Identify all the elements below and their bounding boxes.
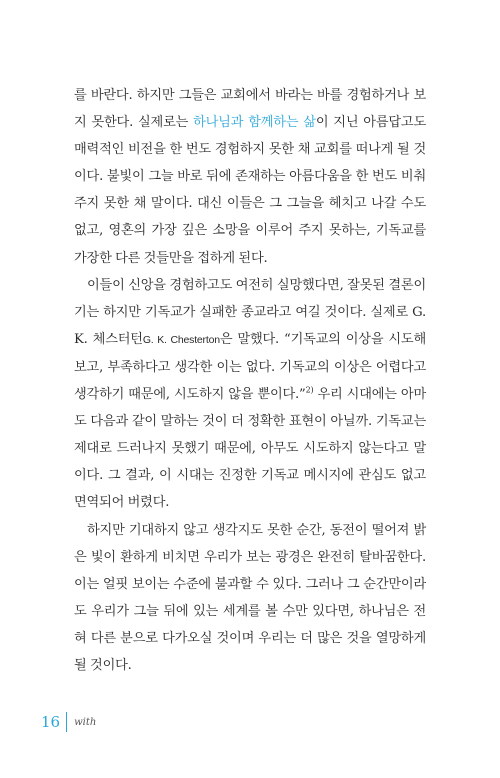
page-footer <box>41 710 96 734</box>
body-paragraph <box>74 82 426 272</box>
book-page-body <box>74 82 426 679</box>
brand-wordmark: with <box>74 716 97 728</box>
footer-divider <box>66 712 67 732</box>
highlighted-phrase: 하나님과 함께하는 삶 <box>193 115 316 131</box>
body-text: 우리 시대에는 아마도 다음과 같이 말하는 것이 더 정확한 표현이 아닐까. 기독교는 제대로 드러나지 못했기 때문에, 아무도 시도하지 않는다고 말이다. 그 결과, 이 시대는 진정한 기독교 메시지에 관심도 없고 면역되어 버렸다. <box>74 387 426 511</box>
body-text: 이들이 신앙을 경험하고도 여전히 실망했다면, 잘못된 결론이기는 하지만 기독교가 실패한 종교라고 여길 것이다. 실제로 G. K. 체스터턴 <box>74 277 426 347</box>
body-paragraph <box>74 517 426 680</box>
body-text: 이 지닌 아름답고도 매력적인 비전을 한 번도 경험하지 못한 채 교회를 떠나게 될 것이다. 불빛이 그늘 바로 뒤에 존재하는 아름다움을 한 번도 비춰 주지 못한 채 말이다. 대신 이들은 그 그늘을 헤치고 나갈 수도 없고, 영혼의 가장 깊은 소망을 이루어 주지 못하는, 기독교를 가장한 다른 것들만을 접하게 된다. <box>74 115 427 266</box>
latin-name: G. K. Chesterton <box>142 333 220 346</box>
body-paragraph <box>74 272 426 517</box>
footnote-ref: 2) <box>305 385 314 395</box>
body-text: 를 바란다. 하지만 그들은 교회에서 바라는 바를 경험하거나 보지 못한다. 실제로는 <box>74 88 426 131</box>
page-number: 16 <box>41 713 61 731</box>
body-text: 은 말했다. “기독교의 이상을 시도해 보고, 부족하다고 생각한 이는 없다. 기독교의 이상은 어렵다고 생각하기 때문에, 시도하지 않을 뿐이다.” <box>74 331 426 403</box>
body-text: 하지만 기대하지 않고 생각지도 못한 순간, 동전이 떨어져 밝은 빛이 환하게 비치면 우리가 보는 광경은 완전히 탈바꿈한다. 이는 얼핏 보이는 수준에 불과할 수 있다. 그러나 그 순간만이라도 우리가 그늘 뒤에 있는 세계를 볼 수만 있다면, 하나님은 전혀 다른 분으로 다가오실 것이며 우리는 더 많은 것을 열망하게 될 것이다. <box>74 522 426 673</box>
